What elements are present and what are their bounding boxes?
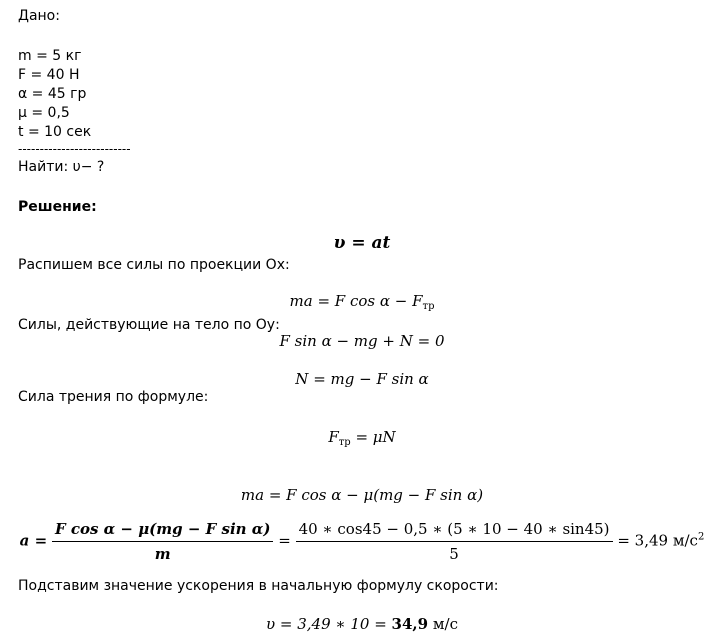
given-force: F = 40 Н <box>18 67 80 83</box>
equation-final <box>0 615 724 633</box>
equation-a-result-exponent: 2 <box>697 531 705 543</box>
equation-a-lhs: a = <box>19 531 48 550</box>
equation-oy: F sin α − mg + N = 0 <box>279 332 445 350</box>
equation-final-pre: υ = 3,49 ∗ 10 = <box>266 615 392 633</box>
equation-friction <box>0 428 724 452</box>
given-divider: -------------------------- <box>18 142 131 156</box>
equation-acceleration <box>0 520 724 563</box>
fraction-numeric <box>296 520 613 563</box>
equation-friction-F: F <box>328 428 339 446</box>
equation-combined: ma = F cos α − μ(mg − F sin α) <box>240 486 484 504</box>
equation-final-unit: м/с <box>428 615 458 633</box>
equation-friction-rest: = μN <box>350 428 396 446</box>
equation-velocity: υ = at <box>333 233 391 253</box>
given-time: t = 10 сек <box>18 124 92 140</box>
text-projection-ox: Распишем все силы по проекции Ох: <box>18 257 290 273</box>
find-line: Найти: υ− ? <box>18 159 105 175</box>
given-mass: m = 5 кг <box>18 48 82 64</box>
equation-normal-force: N = mg − F sin α <box>295 370 429 388</box>
equation-ox-subscript: тр <box>422 301 435 312</box>
equation-friction-subscript: тр <box>338 437 351 448</box>
given-friction-coefficient: μ = 0,5 <box>18 105 70 121</box>
given-heading: Дано: <box>18 8 60 24</box>
text-substitute: Подставим значение ускорения в начальную формулу скорости: <box>18 578 499 594</box>
equation-final-answer: 34,9 <box>391 615 429 633</box>
fraction-symbolic <box>52 520 273 563</box>
fraction-symbolic-denominator: m <box>154 545 171 563</box>
equation-ox <box>0 292 724 316</box>
fraction-symbolic-numerator: F cos α − μ(mg − F sin α) <box>52 520 273 542</box>
fraction-numeric-numerator: 40 ∗ cos45 − 0,5 ∗ (5 ∗ 10 − 40 ∗ sin45) <box>296 520 613 542</box>
equation-a-result: = 3,49 м/с <box>617 531 698 550</box>
solution-heading: Решение: <box>18 199 97 215</box>
equation-a-equals: = <box>278 531 291 550</box>
fraction-numeric-denominator: 5 <box>449 545 459 563</box>
text-projection-oy: Силы, действующие на тело по Оу: <box>18 317 280 333</box>
equation-ox-main: ma = F cos α − F <box>289 292 423 310</box>
given-angle: α = 45 гр <box>18 86 87 102</box>
text-friction-formula: Сила трения по формуле: <box>18 389 209 405</box>
